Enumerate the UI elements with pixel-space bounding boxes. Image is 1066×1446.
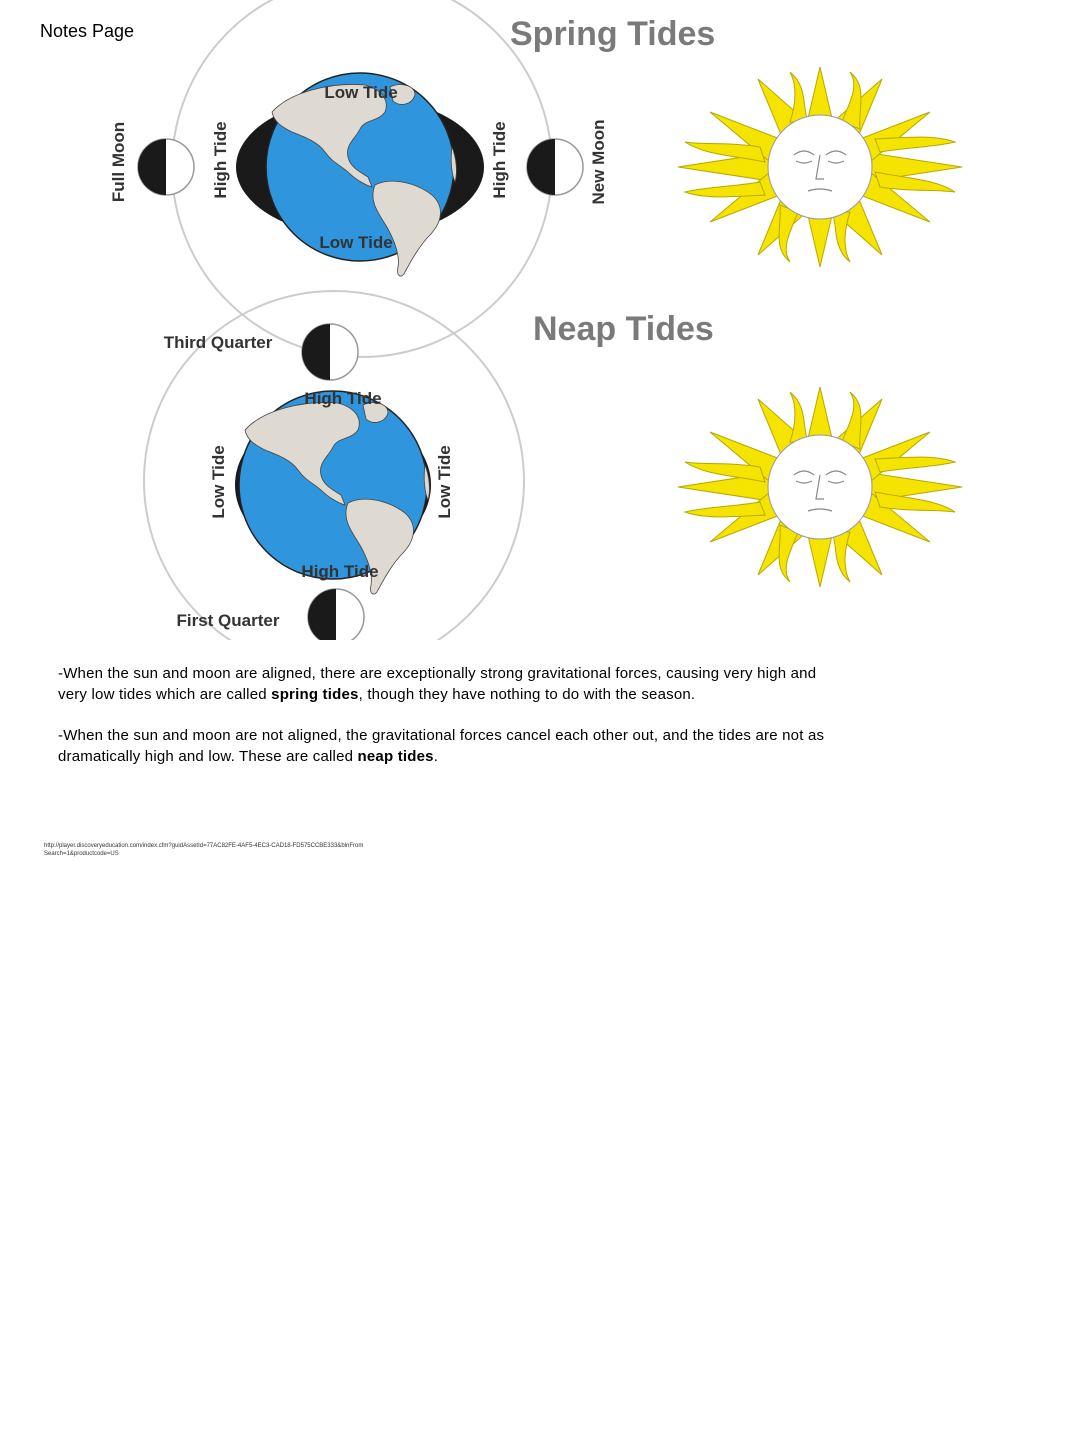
neap-text-start: -When the sun and moon are not aligned, the gravitational forces cancel each other out, and the tides are not as dramatically high and low. These are called — [58, 727, 825, 765]
spring-high-tide-right: High Tide — [490, 121, 509, 199]
full-moon-label: Full Moon — [109, 121, 128, 203]
source-url: http://player.discoveryeducation.com/index.cfm?guidAssetId=77AC82FE-4AF5-4EC3-CAD18-FD575CCBE333&blnFromSearch=1&productcode=US — [44, 843, 364, 857]
neap-low-tide-left: Low Tide — [209, 445, 228, 519]
spring-low-tide-bottom: Low Tide — [319, 233, 393, 252]
neap-high-tide-bottom: High Tide — [301, 562, 379, 581]
spring-tides-title: Spring Tides — [510, 15, 716, 53]
neap-tides-title: Neap Tides — [533, 310, 714, 348]
spring-text-end: , though they have nothing to do with the season. — [358, 686, 696, 703]
new-moon-label: New Moon — [589, 119, 608, 205]
spring-tides-paragraph — [58, 663, 848, 705]
first-quarter-label: First Quarter — [176, 611, 280, 630]
new-moon-icon — [527, 139, 583, 195]
spring-low-tide-top: Low Tide — [324, 83, 398, 102]
neap-tides-term: neap tides — [357, 748, 434, 765]
page-label: Notes Page — [40, 21, 135, 41]
neap-sun-icon — [678, 387, 962, 587]
spring-text-start: -When the sun and moon are aligned, there are exceptionally strong gravitational forces, causing very high and very low tides which are called — [58, 665, 817, 703]
third-quarter-label: Third Quarter — [163, 333, 273, 352]
neap-high-tide-top: High Tide — [304, 389, 382, 408]
spring-high-tide-left: High Tide — [211, 121, 230, 199]
spring-tides-term: spring tides — [271, 686, 359, 703]
neap-tides-paragraph — [58, 725, 848, 767]
neap-low-tide-right: Low Tide — [435, 445, 454, 519]
first-quarter-moon-icon — [308, 589, 364, 640]
neap-text-end: . — [433, 748, 439, 765]
full-moon-icon — [138, 139, 194, 195]
spring-sun-icon — [678, 67, 962, 267]
notes-text — [58, 663, 848, 787]
third-quarter-moon-icon — [302, 324, 358, 380]
tides-diagram — [0, 0, 1066, 640]
